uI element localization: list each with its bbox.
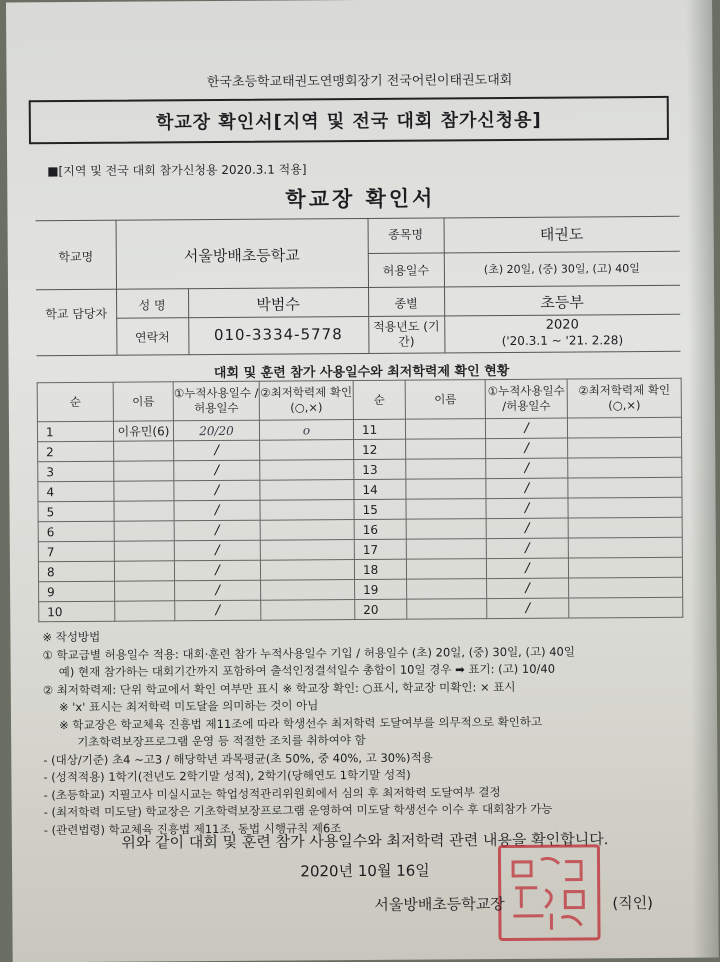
cell-days: / — [174, 520, 260, 541]
cell-days: / — [486, 518, 568, 539]
col-header-days: ①누적사용일수 /허용일수 — [173, 381, 259, 421]
cell-grade — [567, 417, 681, 438]
cell-name — [406, 459, 486, 480]
cell-days: / — [486, 538, 568, 559]
contact-label: 연락처 — [134, 330, 170, 345]
main-title: 학교장 확인서 — [285, 186, 436, 212]
table-body — [37, 378, 683, 621]
cell-days: / — [486, 458, 568, 479]
instruction-line: ※ 'x' 표시는 최저학력 미도달을 의미하는 것이 아님 — [58, 698, 319, 715]
cell-name — [115, 581, 175, 601]
contact-value: 010-3334-5778 — [213, 325, 343, 345]
cell-no: 18 — [354, 559, 406, 579]
cell-name — [114, 521, 174, 541]
cell-days: 20/20 — [173, 420, 259, 441]
cell-name — [406, 519, 486, 540]
cell-no: 3 — [38, 461, 114, 482]
principal-signature: 서울방배초등학교장 — [374, 895, 505, 914]
name-label: 성 명 — [138, 298, 166, 313]
school-value: 서울방배초등학교 — [183, 246, 300, 266]
school-label: 학교명 — [58, 249, 94, 265]
category-value: 초등부 — [540, 293, 584, 312]
instruction-line: - (성적적용) 1학기(전년도 2학기말 성적), 2학기(당해연도 1학기말 성적) — [43, 767, 411, 785]
col-header-name-2: 이름 — [405, 380, 485, 420]
cell-no: 12 — [354, 439, 406, 459]
cell-name: 이유민(6) — [113, 421, 173, 441]
cell-name — [114, 441, 174, 461]
cell-no: 14 — [354, 479, 406, 499]
allowed-days-label: 허용일수 — [382, 263, 430, 278]
year-label: 적용년도 (기간) — [372, 319, 440, 349]
cell-name — [406, 499, 486, 520]
cell-no: 13 — [354, 459, 406, 479]
cell-grade — [261, 580, 355, 601]
cell-days: / — [486, 558, 568, 579]
cell-days: / — [487, 598, 569, 619]
cell-no: 10 — [39, 601, 115, 622]
instruction-line: 기초학력보장프로그램 운영 등 적절한 조치를 취하여야 함 — [77, 732, 366, 749]
cell-grade — [260, 480, 354, 501]
cell-no: 7 — [38, 541, 114, 562]
cell-name — [114, 541, 174, 561]
cell-name — [406, 439, 486, 460]
category-label: 종별 — [394, 296, 418, 311]
cell-grade — [260, 440, 354, 461]
instruction-line: - (관련법령) 학교체육 진흥법 제11조, 동법 시행규칙 제6조 — [43, 820, 342, 837]
official-seal-stamp — [498, 844, 601, 941]
cell-grade — [569, 577, 683, 598]
cell-days: / — [175, 600, 261, 621]
seal-icon — [501, 847, 598, 938]
cell-name — [114, 501, 174, 521]
cell-name — [114, 561, 174, 581]
cell-days: / — [175, 580, 261, 601]
instruction-line: - (대상/기준) 초4 ~고3 / 해당학년 과목평균(초 50%, 중 40%, 고 30%)적용 — [43, 750, 433, 767]
table-title: 대회 및 훈련 참가 사용일수와 최저학력제 확인 현황 — [213, 363, 510, 382]
cell-no: 20 — [355, 599, 407, 619]
col-header-no: 순 — [37, 382, 113, 422]
cell-name — [115, 601, 175, 621]
cell-grade — [568, 477, 682, 498]
cell-name — [406, 539, 486, 560]
cell-no: 2 — [38, 441, 114, 462]
manager-label: 학교 담당자 — [45, 306, 108, 322]
cell-grade — [568, 537, 682, 558]
cell-grade — [568, 437, 682, 458]
cell-no: 17 — [354, 539, 406, 559]
page-shadow — [686, 0, 719, 958]
cell-days: / — [487, 578, 569, 599]
cell-grade — [568, 497, 682, 518]
allowed-days-value: (초) 20일, (중) 30일, (고) 40일 — [483, 262, 640, 277]
cell-grade — [568, 557, 682, 578]
association-title: 한국초등학교태권도연맹회장기 전국어린이태권도대회 — [206, 72, 513, 91]
cell-no: 8 — [38, 561, 114, 582]
cell-no: 16 — [354, 519, 406, 539]
instruction-line: - (초등학교) 지필고사 미실시교는 학업성적관리위원회에서 심의 후 최저학력 도달여부 결정 — [43, 784, 501, 802]
form-title: 학교장 확인서[지역 및 전국 대회 참가신청용] — [155, 109, 542, 134]
instructions — [42, 625, 683, 839]
cell-no: 19 — [355, 579, 407, 599]
cell-days: / — [486, 478, 568, 499]
cell-grade — [260, 500, 354, 521]
document-page — [6, 0, 719, 962]
cell-no: 6 — [38, 521, 114, 542]
edition-note: ■[지역 및 전국 대회 참가신청용 2020.3.1 적용] — [47, 162, 307, 179]
cell-no: 15 — [354, 499, 406, 519]
event-label: 종목명 — [388, 227, 424, 242]
cell-grade — [261, 600, 355, 621]
cell-name — [114, 481, 174, 501]
table-row — [39, 597, 683, 621]
col-header-grade-2: ②최저학력제 확인(○,×) — [567, 378, 681, 418]
cell-grade — [568, 517, 682, 538]
cell-no: 1 — [37, 421, 113, 442]
instruction-line: ① 학교급별 허용일수 적용: 대회·훈련 참가 누적사용일수 기입 / 허용일수 (초) 20일, (중) 30일, (고) 40일 — [42, 644, 575, 662]
instructions-heading: ※ 작성방법 — [42, 629, 101, 645]
col-header-grade: ②최저학력제 확인(○,×) — [259, 381, 353, 421]
event-value: 태권도 — [539, 225, 584, 244]
cell-name — [407, 579, 487, 600]
cell-no: 9 — [39, 581, 115, 602]
cell-days: / — [174, 560, 260, 581]
seal-label: (직인) — [612, 893, 654, 913]
cell-days: / — [174, 500, 260, 521]
cell-no: 11 — [353, 419, 405, 439]
form-title-box — [29, 96, 669, 144]
cell-days: / — [486, 438, 568, 459]
period-value: ('20.3.1 ~ '21. 2.28) — [501, 333, 624, 349]
cell-grade — [568, 457, 682, 478]
col-header-days-2: ①누적사용일수 /허용일수 — [485, 379, 567, 419]
cell-days: / — [174, 460, 260, 481]
cell-name — [114, 461, 174, 481]
cell-name — [406, 479, 486, 500]
cell-name — [405, 419, 485, 440]
col-header-name: 이름 — [113, 382, 173, 421]
cell-days: / — [486, 498, 568, 519]
year-value: 2020 — [545, 317, 579, 333]
participation-table — [37, 378, 684, 622]
cell-days: / — [485, 418, 567, 439]
cell-grade — [260, 540, 354, 561]
confirmation-text: 위와 같이 대회 및 훈련 참가 사용일수와 최저학력 관련 내용을 확인합니다. — [121, 830, 609, 852]
cell-grade — [569, 597, 683, 618]
cell-name — [406, 559, 486, 580]
cell-days: / — [174, 540, 260, 561]
cell-no: 5 — [38, 501, 114, 522]
instruction-line: ② 최저학력제: 단위 학교에서 확인 여부만 표시 ※ 학교장 확인: ○표시, 학교장 미확인: × 표시 — [42, 679, 516, 697]
issue-date: 2020년 10월 16일 — [300, 861, 430, 881]
cell-days: / — [174, 440, 260, 461]
col-header-no-2: 순 — [353, 380, 405, 419]
cell-grade — [260, 560, 354, 581]
instruction-line: 예) 현재 참가하는 대회기간까지 포함하여 출석인정결석일수 총합이 10일 경우 ➡ 표기: (고) 10/40 — [58, 661, 556, 680]
table-header-row — [37, 378, 681, 421]
instruction-line: - (최저학력 미도달) 학교장은 기초학력보장프로그램 운영하여 미도달 학생선수 이수 후 대회참가 가능 — [43, 801, 553, 820]
instruction-line: ※ 학교장은 학교체육 진흥법 제11조에 따라 학생선수 최저학력 도달여부를 의무적으로 확인하고 — [59, 714, 543, 732]
name-value: 박범수 — [256, 295, 300, 314]
cell-no: 4 — [38, 481, 114, 502]
cell-grade — [260, 460, 354, 481]
cell-name — [407, 599, 487, 620]
cell-days: / — [174, 480, 260, 501]
cell-grade: o — [259, 420, 353, 441]
cell-grade — [260, 520, 354, 541]
